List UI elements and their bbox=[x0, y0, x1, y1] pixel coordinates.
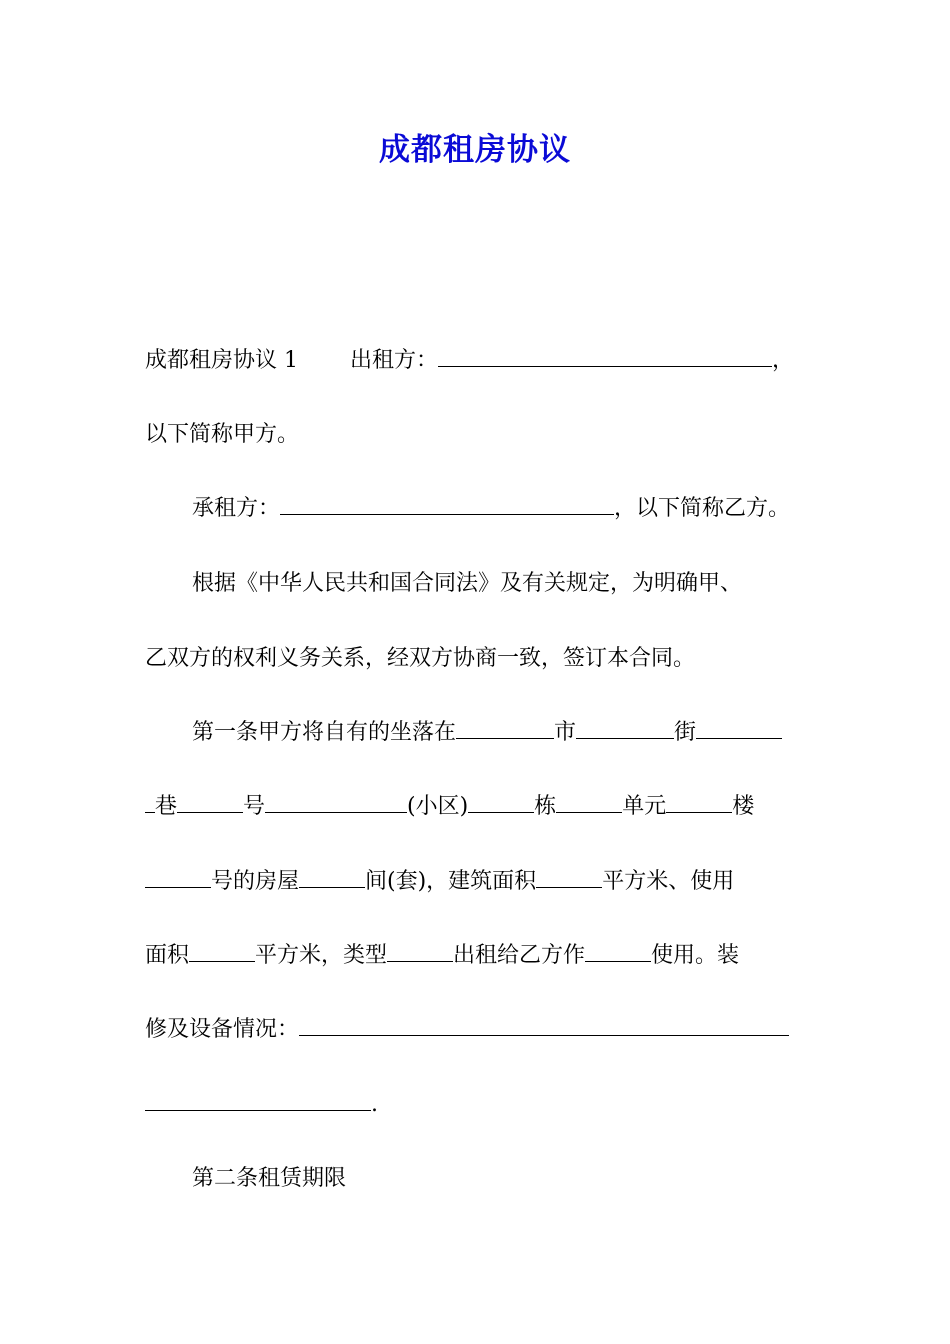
lane-blank-start bbox=[696, 718, 782, 739]
lessor-blank bbox=[438, 346, 772, 367]
paragraph-line bbox=[192, 718, 782, 748]
article-two-heading: 第二条租赁期限 bbox=[192, 1166, 347, 1191]
paragraph-line bbox=[192, 1164, 346, 1194]
decoration-blank bbox=[299, 1015, 789, 1036]
document-body bbox=[145, 0, 817, 1344]
house-label: 号的房屋 bbox=[211, 869, 300, 894]
paragraph-line bbox=[145, 1090, 378, 1120]
city-label: 市 bbox=[554, 720, 577, 745]
lease-to-label: 出租给乙方作 bbox=[453, 943, 586, 968]
lane-blank-end bbox=[145, 792, 155, 813]
unit-label: 单元 bbox=[622, 794, 667, 819]
lessee-label: 承租方： bbox=[192, 496, 281, 521]
street-blank bbox=[576, 718, 674, 739]
basis-text-continued: 乙双方的权利义务关系，经双方协商一致，签订本合同。 bbox=[145, 646, 696, 671]
comma-text: ， bbox=[772, 348, 795, 373]
decoration-label: 修及设备情况： bbox=[145, 1017, 300, 1042]
community-label: (小区) bbox=[407, 794, 469, 819]
number-label: 号 bbox=[243, 794, 266, 819]
building-blank bbox=[468, 792, 534, 813]
rooms-area-label: 间(套)，建筑面积 bbox=[365, 869, 537, 894]
article-one-text: 第一条甲方将自有的坐落在 bbox=[192, 720, 457, 745]
room-number-blank bbox=[145, 867, 211, 888]
rooms-blank bbox=[299, 867, 365, 888]
lessor-label: 出租方： bbox=[350, 348, 439, 373]
lessee-alias-text: ，以下简称乙方。 bbox=[614, 496, 791, 521]
paragraph-line bbox=[145, 644, 695, 674]
paragraph-line bbox=[192, 569, 742, 599]
paragraph-line bbox=[145, 420, 299, 450]
unit-blank bbox=[556, 792, 622, 813]
usage-label: 使用。装 bbox=[651, 943, 740, 968]
type-blank bbox=[387, 941, 453, 962]
floor-label: 楼 bbox=[732, 794, 755, 819]
period-text: . bbox=[371, 1092, 378, 1117]
number-blank bbox=[177, 792, 243, 813]
paragraph-line bbox=[145, 867, 734, 897]
type-label: 平方米，类型 bbox=[255, 943, 388, 968]
community-blank bbox=[265, 792, 407, 813]
lessee-blank bbox=[280, 494, 614, 515]
lane-label: 巷 bbox=[155, 794, 178, 819]
street-label: 街 bbox=[674, 720, 697, 745]
paragraph-line bbox=[145, 346, 794, 376]
document-heading-inline: 成都租房协议 1 bbox=[145, 348, 298, 373]
usable-area-label: 平方米、使用 bbox=[602, 869, 735, 894]
paragraph-line bbox=[192, 494, 790, 524]
basis-text: 根据《中华人民共和国合同法》及有关规定，为明确甲、 bbox=[192, 571, 743, 596]
floor-blank bbox=[666, 792, 732, 813]
building-label: 栋 bbox=[534, 794, 557, 819]
usage-blank bbox=[585, 941, 651, 962]
usable-area-blank bbox=[189, 941, 255, 962]
paragraph-line bbox=[145, 941, 739, 971]
lessor-alias-text: 以下简称甲方。 bbox=[145, 422, 300, 447]
area-label: 面积 bbox=[145, 943, 190, 968]
building-area-blank bbox=[536, 867, 602, 888]
decoration-blank-continued bbox=[145, 1090, 371, 1111]
paragraph-line bbox=[145, 1015, 789, 1045]
city-blank bbox=[456, 718, 554, 739]
document-title: 成都租房协议 bbox=[379, 132, 571, 168]
paragraph-line bbox=[145, 792, 754, 822]
